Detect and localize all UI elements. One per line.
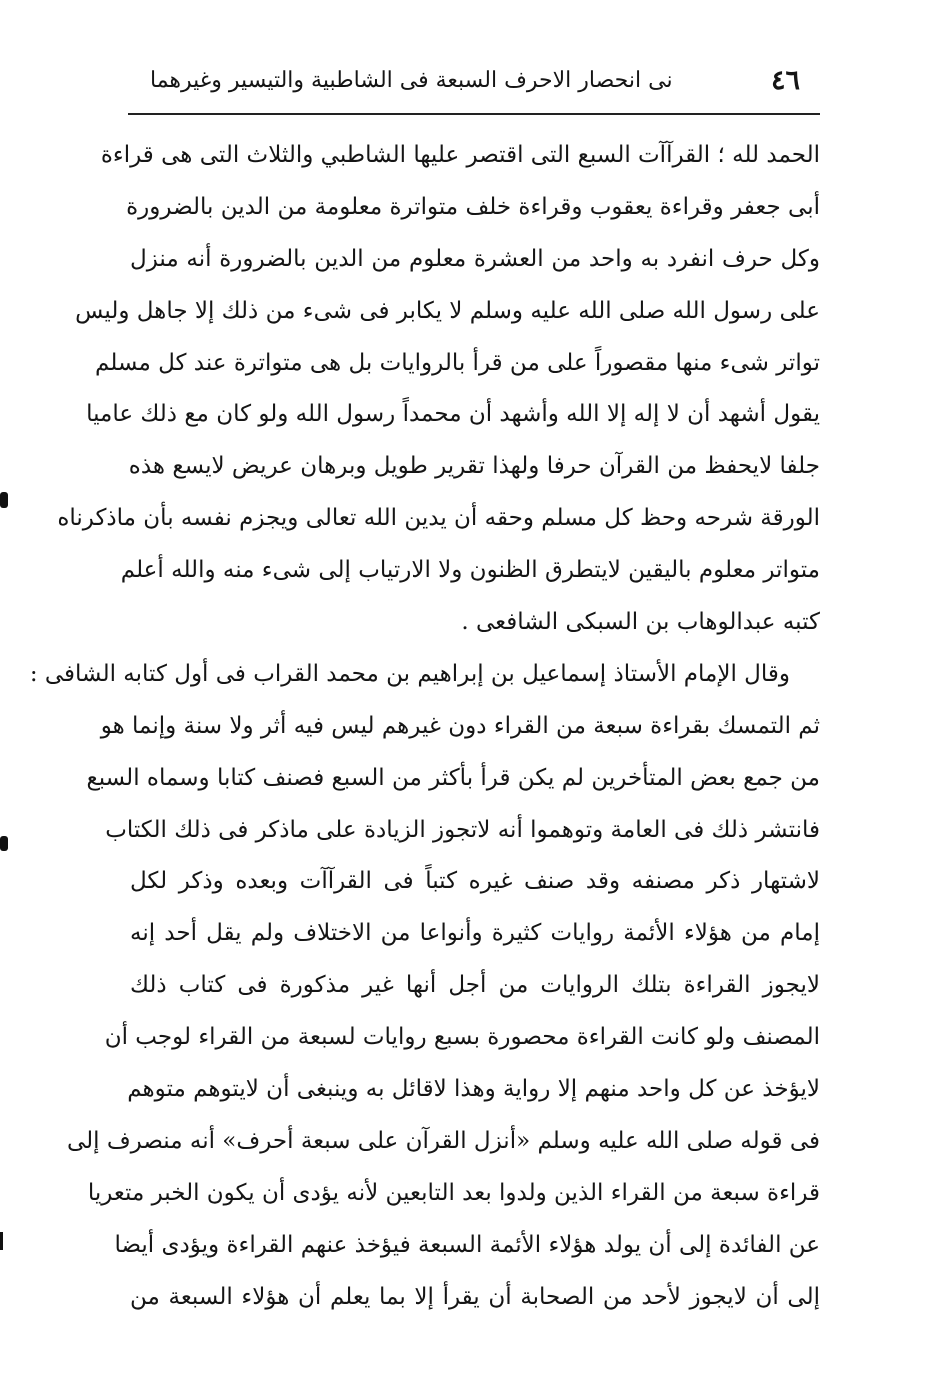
text-line: لاشتهار ذكر مصنفه وقد صنف غيره كتباً فى القرآآت وبعده وذكر لكل <box>130 868 820 895</box>
text-line: متواتر معلوم باليقين لايتطرق الظنون ولا الارتياب إلى شىء منه والله أعلم <box>120 557 820 584</box>
text-line: أبى جعفر وقراءة يعقوب وقراءة خلف متواترة معلومة من الدين بالضرورة <box>126 193 820 220</box>
running-title: نى انحصار الاحرف السبعة فى الشاطبية والتيسير وغيرهما <box>150 68 673 93</box>
page-number: ٤٦ <box>770 65 800 96</box>
text-line: وكل حرف انفرد به واحد من العشرة معلوم من الدين بالضرورة أنه منزل <box>130 245 820 272</box>
text-line: يقول أشهد أن لا إله إلا الله وأشهد أن محمداً رسول الله ولو كان مع ذلك عاميا <box>86 401 820 428</box>
page-body <box>29 132 820 1325</box>
scan-edge-mark <box>0 836 8 851</box>
signature-line: كتبه عبدالوهاب بن السبكى الشافعى . <box>461 609 820 636</box>
text-line: لايجوز القراءة بتلك الروايات من أجل أنها غير مذكورة فى كتاب ذلك <box>130 972 820 999</box>
text-line: إلى أن لايجوز لأحد من الصحابة أن يقرأ إلا بما يعلم أن هؤلاء السبعة من <box>130 1283 820 1310</box>
text-line: الورقة شرحه وحظ كل مسلم وحقه أن يدين الله تعالى ويجزم نفسه بأن ماذكرناه <box>57 505 820 532</box>
text-line: المصنف ولو كانت القراءة محصورة بسبع روايات لسبعة من القراء لوجب أن <box>104 1024 820 1051</box>
text-line: على رسول الله صلى الله عليه وسلم لا يكابر فى شىء من ذلك إلا جاهل وليس <box>75 297 820 324</box>
text-line: من جمع بعض المتأخرين لم يكن قرأ بأكثر من السبع فصنف كتابا وسماه السبع <box>86 764 820 791</box>
text-line: إمام من هؤلاء الأئمة روايات كثيرة وأنواعا من الاختلاف ولم يقل أحد إنه <box>130 920 820 947</box>
text-line: الحمد لله ؛ القرآآت السبع التى اقتصر عليها الشاطبي والثلاث التى هى قراءة <box>100 142 820 168</box>
page-header <box>128 64 800 108</box>
text-line: جلفا لايحفظ من القرآن حرفا ولهذا تقرير طويل وبرهان عريض لايسع هذه <box>128 453 820 480</box>
text-line: لايؤخذ عن كل واحد منهم إلا رواية وهذا لاقائل به وينبغى أن لايتوهم متوهم <box>127 1076 820 1103</box>
text-line: ثم التمسك بقراءة سبعة من القراء دون غيرهم ليس فيه أثر ولا سنة وإنما هو <box>100 712 820 739</box>
text-line: تواتر شىء منها مقصوراً على من قرأ بالروايات بل هى متواترة عند كل مسلم <box>95 349 820 376</box>
paragraph-opening-line: وقال الإمام الأستاذ إسماعيل بن إبراهيم بن محمد القراب فى أول كتابه الشافى : <box>29 660 790 687</box>
text-line: فى قوله صلى الله عليه وسلم «أنزل القرآن على سبعة أحرف» أنه منصرف إلى <box>66 1127 820 1154</box>
scan-edge-mark <box>0 492 8 508</box>
text-line: فانتشر ذلك فى العامة وتوهموا أنه لاتجوز الزيادة على ماذكر فى ذلك الكتاب <box>105 816 820 843</box>
text-line: عن الفائدة إلى أن يولد هؤلاء الأئمة السبعة فيؤخذ عنهم القراءة ويؤدى أيضا <box>114 1231 820 1258</box>
text-line: قراءة سبعة من القراء الذين ولدوا بعد التابعين لأنه يؤدى أن يكون الخبر متعريا <box>87 1179 820 1206</box>
header-rule <box>128 113 820 115</box>
scan-edge-mark <box>0 1232 3 1250</box>
